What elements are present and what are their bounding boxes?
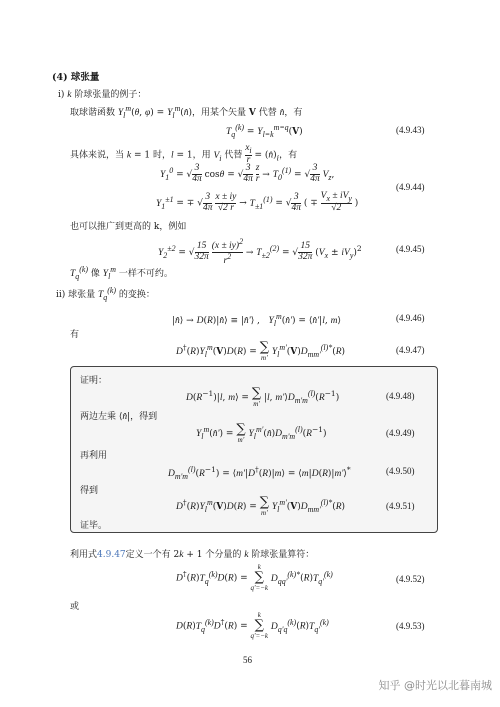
equation-4-9-50: $D_{m'm}^{(l)}(R^{-1})$ = ⟨m'|D†(R)|m⟩ = ⟨m|D(R)|m'⟩* <box>168 465 351 482</box>
equation-4-9-44-line2: $Y_1^{\pm 1}$ = ∓ √ $\frac{3}{4\pi}$ $\frac{x \pm iy}{√2 r}$ → $T_{\pm 1}^{(1)}$ = √ $\frac{3}{4\pi}$ ( ∓ $\frac{V_x \pm iV_y}{√2}$ ) <box>156 191 359 214</box>
equation-link[interactable]: 4.9.47 <box>97 550 126 560</box>
item-i-line3: 也可以推广到更高的 k，例如 <box>70 222 187 232</box>
equation-number: (4.9.52) <box>396 574 425 584</box>
page-number: 56 <box>243 655 252 665</box>
item-ii-heading: ii) 球张量 $T_q^{(k)}$ 的变换： <box>56 286 155 303</box>
equation-number: (4.9.51) <box>386 501 415 511</box>
proof-line2: 再利用 <box>80 451 108 461</box>
equation-4-9-49: $Y_l^m(n̂')$ = ∑ m' $Y_l^{m'}(n̂)D_{m'm}^{(l)}(R^{-1})$ <box>196 422 327 444</box>
equation-number: (4.9.45) <box>396 244 425 254</box>
item-ii-you: 有 <box>70 330 80 340</box>
footer-brand: 知乎 @时光以北暮南城 <box>378 679 492 693</box>
equation-number: (4.9.49) <box>386 428 415 438</box>
equation-4-9-53: $D(R)T_q^{(k)}D^\dagger(R)$ = k ∑ q'=−k $D_{q'q}^{(k)}(R)T_{q'}^{(k)}$ <box>176 611 329 640</box>
proof-label: 证明： <box>80 376 108 386</box>
proof-line1: 两边左乘 ⟨n̂|，得到 <box>80 412 158 422</box>
equation-4-9-47: $D^\dagger(R)Y_l^m(V)D(R)$ = ∑ m' $Y_l^{m'}(V)D_{mm'}^{(l)*}(R)$ <box>176 340 346 362</box>
proof-end: 证毕。 <box>80 521 108 531</box>
definition-line: 利用式4.9.47定义一个有 2k + 1 个分量的 k 阶球张量算符： <box>70 550 315 560</box>
equation-number: (4.9.46) <box>396 313 425 323</box>
equation-number: (4.9.53) <box>396 621 425 631</box>
equation-4-9-46: |n̂⟩ → D(R)|n̂⟩ ≡ |n̂'⟩ , $Y_l^m(n̂')$ = ⟨n̂'|l, m⟩ <box>172 312 341 329</box>
equation-4-9-44-line1: $Y_1^0$ = √ $\frac{3}{4\pi}$ cosθ = √ $\frac{3}{4\pi}$ $\frac{z}{r}$ → $T_0^{(1)}$ = √ $\frac{3}{4\pi}$ $V_z$, <box>160 163 335 184</box>
equation-4-9-45: $Y_2^{\pm 2}$ = √ $\frac{15}{32\pi}$ $\frac{(x \pm iy)^2}{r^2}$ → $T_{\pm 2}^{(2)}$ = √ $\frac{15}{32\pi}$ $(V_x \pm iV_y)^2$ <box>158 237 362 267</box>
equation-4-9-52: $D^\dagger(R)T_q^{(k)}D(R)$ = k ∑ q'=−k $D_{qq'}^{(k)*}(R)T_{q'}^{(k)}$ <box>176 563 333 592</box>
section-title: (4) 球张量 <box>52 72 100 83</box>
item-i-line1: 取球谐函数 $Y_l^m(\theta$, $\varphi) = Y_l^m(n̂)$，用某个矢量 V 代替 n̂，有 <box>70 104 303 121</box>
item-i-heading: i) k 阶球张量的例子： <box>58 90 147 100</box>
equation-number: (4.9.47) <box>396 345 425 355</box>
item-i-line4: $T_q^{(k)}$ 像 $Y_l^m$ 一样不可约。 <box>70 265 173 282</box>
or-text: 或 <box>70 602 80 612</box>
equation-4-9-51: $D^\dagger(R)Y_l^m(V)D(R)$ = ∑ m' $Y_l^{m'}(V)D_{mm'}^{(l)*}(R)$ <box>176 495 346 517</box>
equation-number: (4.9.43) <box>396 125 425 135</box>
equation-number: (4.9.48) <box>386 391 415 401</box>
equation-number: (4.9.44) <box>396 182 425 192</box>
equation-number: (4.9.50) <box>386 466 415 476</box>
equation-4-9-43: $T_q^{(k)} = Y_{l=k}^{m=q}(V)$ <box>226 123 303 140</box>
item-i-line2: 具体来说，当 k = 1 时，l = 1，用 $V_i$ 代替 $\frac{x_i}{r}$ = $(n̂)_i$，有 <box>70 143 298 166</box>
equation-4-9-48: $D(R^{-1})|l$, m⟩ = ∑ m' |l, $m'⟩D_{m'm}^{(l)}(R^{-1})$ <box>186 386 340 408</box>
proof-line3: 得到 <box>80 486 99 496</box>
